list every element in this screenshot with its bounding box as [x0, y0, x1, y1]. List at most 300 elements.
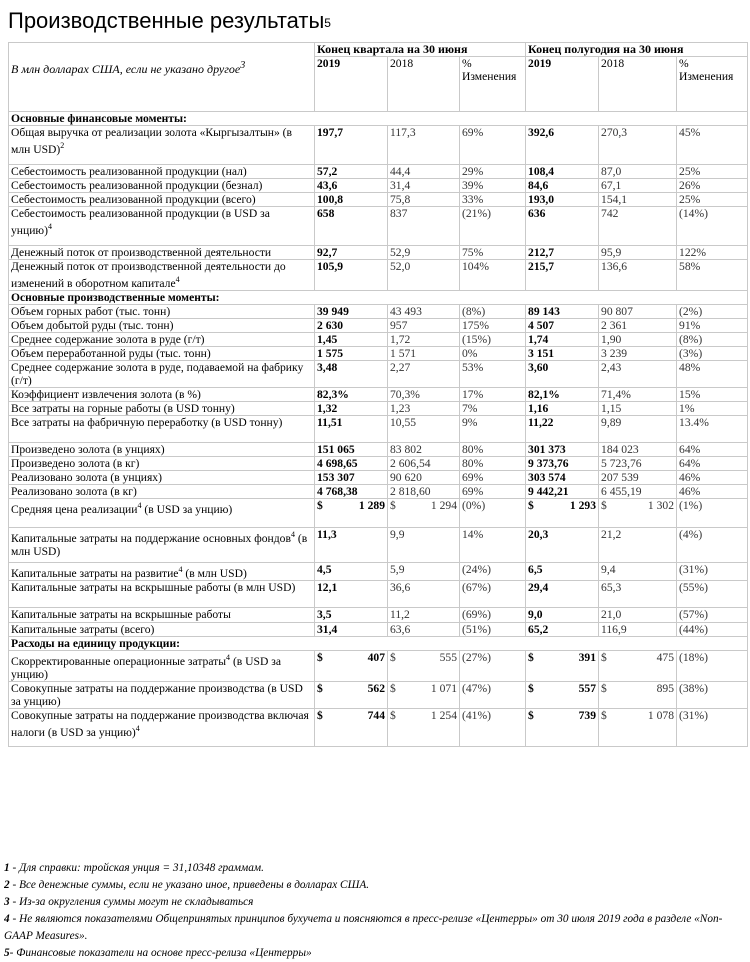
- footnote-ref: 2: [60, 141, 65, 150]
- footnote: [4, 945, 746, 962]
- q-change-value: (47%): [460, 681, 526, 708]
- cell-value: 1 071: [430, 681, 457, 695]
- h-2018-value: 2,43: [599, 360, 677, 387]
- h-change-value: 58%: [677, 260, 748, 291]
- table-row: [9, 387, 748, 401]
- q-change-value: 75%: [460, 246, 526, 260]
- h-change-value: (2%): [677, 304, 748, 318]
- h-2018-value: 65,3: [599, 580, 677, 607]
- h-2019-value: 3,60: [526, 360, 599, 387]
- row-label: [9, 498, 315, 527]
- h-change-value: (18%): [677, 650, 748, 681]
- h-change-value: 25%: [677, 165, 748, 179]
- h-2019-value: 392,6: [526, 126, 599, 165]
- h-change-value: 15%: [677, 387, 748, 401]
- q-change-value: (69%): [460, 607, 526, 622]
- footnote-ref: 4: [178, 564, 183, 574]
- row-label: [9, 207, 315, 246]
- q-2018-value: 52,0: [388, 260, 460, 291]
- q-2018-value: [388, 498, 460, 527]
- currency-sign: $: [601, 708, 607, 722]
- footnote: [4, 911, 746, 945]
- h-change-value: 122%: [677, 246, 748, 260]
- q-2019-value: 31,4: [315, 622, 388, 636]
- q-change-value: (24%): [460, 562, 526, 580]
- q-change-value: 33%: [460, 193, 526, 207]
- q-2019-value: 658: [315, 207, 388, 246]
- units-label: В млн долларах США, если не указано другое$^3$: [9, 43, 315, 112]
- q-change-value: 175%: [460, 318, 526, 332]
- footnote-text: - Все денежные суммы, если не указано иное, приведены в долларах США.: [9, 879, 370, 891]
- table-row: [9, 260, 748, 291]
- footnote-number: 1: [4, 862, 10, 874]
- q-change-value: 104%: [460, 260, 526, 291]
- footnote-ref: 4: [226, 652, 231, 662]
- q-change-value: 80%: [460, 442, 526, 456]
- q-2019-value: 1,32: [315, 401, 388, 415]
- h-2018-value: 21,2: [599, 527, 677, 562]
- h-2018-value: 21,0: [599, 607, 677, 622]
- row-label-text: Все затраты на фабричную переработку (в USD тонну): [11, 415, 283, 429]
- row-label-text: Капитальные затраты на вскрышные работы (в млн USD): [11, 580, 296, 594]
- q-change-value: 69%: [460, 126, 526, 165]
- h-2018-value: 95,9: [599, 246, 677, 260]
- header-row-periods: [9, 43, 748, 57]
- cell-value: 562: [367, 681, 385, 695]
- h-2018-value: 154,1: [599, 193, 677, 207]
- h-2019-value: 1,16: [526, 401, 599, 415]
- footnote-ref: 4: [290, 529, 295, 539]
- row-label-text: Себестоимость реализованной продукции (нал): [11, 165, 247, 178]
- h-change-value: (8%): [677, 332, 748, 346]
- h-2018-value: 3 239: [599, 346, 677, 360]
- q-2019-value: 105,9: [315, 260, 388, 291]
- q-2018-value: 43 493: [388, 304, 460, 318]
- h-2019-value: 3 151: [526, 346, 599, 360]
- h-change-value: 46%: [677, 470, 748, 484]
- h-2018-value: 9,89: [599, 415, 677, 442]
- section-label: Расходы на единицу продукции:: [9, 636, 748, 650]
- h-2018-value: [599, 681, 677, 708]
- row-label-text: Коэффициент извлечения золота (в %): [11, 387, 201, 401]
- half-year-header: Конец полугодия на 30 июня: [526, 43, 748, 57]
- currency-sign: $: [390, 708, 396, 722]
- h-2018-value: 5 723,76: [599, 456, 677, 470]
- currency-sign: $: [390, 498, 396, 512]
- cell-value: 407: [367, 650, 385, 664]
- h-change-value: (44%): [677, 622, 748, 636]
- cell-value: 1 254: [430, 708, 457, 722]
- footnote: [4, 877, 746, 894]
- h-2018-value: 270,3: [599, 126, 677, 165]
- h-2018-value: [599, 650, 677, 681]
- q-2018-value: [388, 650, 460, 681]
- q-2018-value: 83 802: [388, 442, 460, 456]
- h-2019-value: 20,3: [526, 527, 599, 562]
- row-label-text: Денежный поток от производственной деятельности до изменений в оборотном капитале: [11, 260, 286, 290]
- h-change-value: 25%: [677, 193, 748, 207]
- h-2019-value: 82,1%: [526, 387, 599, 401]
- q-2018-value: 837: [388, 207, 460, 246]
- q-2019-value: 197,7: [315, 126, 388, 165]
- quarter-header: Конец квартала на 30 июня: [315, 43, 526, 57]
- section-label: Основные финансовые моменты:: [9, 112, 748, 126]
- q-2018-value: 9,9: [388, 527, 460, 562]
- table-row: [9, 470, 748, 484]
- row-label: [9, 318, 315, 332]
- table-row: [9, 681, 748, 708]
- row-label-text: Совокупные затраты на поддержание производства (в USD за унцию): [11, 681, 303, 708]
- q-change-value: 9%: [460, 415, 526, 442]
- table-row: [9, 332, 748, 346]
- row-label: [9, 360, 315, 387]
- q-2018-value: 11,2: [388, 607, 460, 622]
- currency-sign: $: [390, 650, 396, 664]
- q-2018-value: 2,27: [388, 360, 460, 387]
- row-label: [9, 332, 315, 346]
- q-change-value: 69%: [460, 470, 526, 484]
- q-2019-value: 3,48: [315, 360, 388, 387]
- row-label: [9, 484, 315, 498]
- footnote-text: - Из-за округления суммы могут не складываться: [9, 896, 254, 908]
- table-row: [9, 304, 748, 318]
- q-2019-value: 11,3: [315, 527, 388, 562]
- h-change-value: 64%: [677, 456, 748, 470]
- q-change-value: 80%: [460, 456, 526, 470]
- q-2018-value: 1,72: [388, 332, 460, 346]
- currency-sign: $: [601, 498, 607, 512]
- q-2018-value: 1,23: [388, 401, 460, 415]
- q-2018-value: 70,3%: [388, 387, 460, 401]
- q-2018-value: 5,9: [388, 562, 460, 580]
- q-2019-value: 4 768,38: [315, 484, 388, 498]
- table-row: [9, 527, 748, 562]
- row-label: [9, 650, 315, 681]
- h-2019-value: [526, 681, 599, 708]
- row-label: [9, 580, 315, 607]
- table-row: [9, 650, 748, 681]
- currency-sign: $: [601, 650, 607, 664]
- q-2018-value: 44,4: [388, 165, 460, 179]
- q-2018-value: 2 606,54: [388, 456, 460, 470]
- cell-value: 739: [578, 708, 597, 722]
- row-label-text: Реализовано золота (в кг): [11, 484, 137, 498]
- q-2018-value: 2 818,60: [388, 484, 460, 498]
- cell-value: 1 078: [647, 708, 675, 722]
- q-change-value: (15%): [460, 332, 526, 346]
- table-row: [9, 165, 748, 179]
- row-label-text: Среднее содержание золота в руде, подаваемой на фабрику (г/т): [11, 360, 304, 387]
- h-2018-value: 71,4%: [599, 387, 677, 401]
- h-2019-value: 215,7: [526, 260, 599, 291]
- row-label-text: Денежный поток от производственной деятельности: [11, 246, 272, 259]
- footnote: [4, 894, 746, 911]
- row-label-text: Капитальные затраты на вскрышные работы: [11, 607, 231, 621]
- section-row: [9, 290, 748, 304]
- row-label-text: Капитальные затраты (всего): [11, 622, 155, 636]
- row-label-text: Общая выручка от реализации золота «Кыргызалтын» (в млн USD): [11, 126, 292, 156]
- row-label: [9, 456, 315, 470]
- currency-sign: $: [528, 681, 534, 695]
- cell-value: 475: [656, 650, 675, 664]
- h-change-value: (31%): [677, 708, 748, 746]
- h-change-value: (57%): [677, 607, 748, 622]
- h-2019-value: 6,5: [526, 562, 599, 580]
- row-label: [9, 193, 315, 207]
- table-row: [9, 360, 748, 387]
- row-label-text: Совокупные затраты на поддержание производства включая налоги (в USD за унцию): [11, 708, 309, 739]
- footnote-ref: 4: [135, 723, 140, 733]
- table-row: [9, 246, 748, 260]
- row-label-text: Себестоимость реализованной продукции (всего): [11, 193, 256, 206]
- h-change-value: (31%): [677, 562, 748, 580]
- currency-sign: $: [390, 681, 396, 695]
- h-2018-value: 207 539: [599, 470, 677, 484]
- table-row: [9, 580, 748, 607]
- h-change-value: (3%): [677, 346, 748, 360]
- h-2018-value: 9,4: [599, 562, 677, 580]
- row-label-text: Капитальные затраты на поддержание основных фондов: [11, 531, 291, 545]
- row-label: [9, 681, 315, 708]
- h-2019-value: 89 143: [526, 304, 599, 318]
- q-2019-value: 57,2: [315, 165, 388, 179]
- q-change-value: (51%): [460, 622, 526, 636]
- h-2019-value: 303 574: [526, 470, 599, 484]
- q-change-value: (0%): [460, 498, 526, 527]
- row-label: [9, 304, 315, 318]
- footnote-number: 3: [4, 896, 10, 908]
- q-change-header: % Изменения: [460, 57, 526, 112]
- q-2019-value: 2 630: [315, 318, 388, 332]
- h-2019-value: 4 507: [526, 318, 599, 332]
- q-change-value: (27%): [460, 650, 526, 681]
- h-2019-value: 212,7: [526, 246, 599, 260]
- q-2018-header: 2018: [388, 57, 460, 112]
- row-label-text: Произведено золота (в унциях): [11, 442, 165, 456]
- table-row: [9, 346, 748, 360]
- table-row: [9, 207, 748, 246]
- q-2018-value: 75,8: [388, 193, 460, 207]
- h-2018-value: 116,9: [599, 622, 677, 636]
- q-2019-value: 1 575: [315, 346, 388, 360]
- q-2019-value: 3,5: [315, 607, 388, 622]
- row-label: [9, 470, 315, 484]
- currency-sign: $: [317, 498, 323, 512]
- row-label: [9, 607, 315, 622]
- q-2019-value: 4,5: [315, 562, 388, 580]
- q-2019-value: 153 307: [315, 470, 388, 484]
- h-2019-value: 9 442,21: [526, 484, 599, 498]
- currency-sign: $: [528, 650, 534, 664]
- q-change-value: 17%: [460, 387, 526, 401]
- table-row: [9, 562, 748, 580]
- table-row: [9, 415, 748, 442]
- q-2019-value: 92,7: [315, 246, 388, 260]
- h-2019-value: 1,74: [526, 332, 599, 346]
- footnote-text: - Финансовые показатели на основе пресс-релиза «Центерры»: [9, 947, 312, 959]
- q-2019-value: 4 698,65: [315, 456, 388, 470]
- table-row: [9, 622, 748, 636]
- footnote-number: 4: [4, 913, 10, 925]
- currency-sign: $: [317, 650, 323, 664]
- cell-value: 557: [578, 681, 597, 695]
- q-change-value: 39%: [460, 179, 526, 193]
- q-change-value: 29%: [460, 165, 526, 179]
- h-2019-value: 29,4: [526, 580, 599, 607]
- currency-sign: $: [528, 498, 534, 512]
- production-results-table: [8, 42, 748, 747]
- h-2018-value: 742: [599, 207, 677, 246]
- row-label: [9, 708, 315, 746]
- footnote-number: 5: [4, 947, 10, 959]
- q-2019-value: 100,8: [315, 193, 388, 207]
- q-2018-value: 117,3: [388, 126, 460, 165]
- row-label: [9, 415, 315, 442]
- cell-value: 555: [439, 650, 457, 664]
- footnote-text: - Для справки: тройская унция = 31,10348 граммам.: [9, 862, 264, 874]
- q-2018-value: 52,9: [388, 246, 460, 260]
- h-change-value: 91%: [677, 318, 748, 332]
- q-2018-value: 31,4: [388, 179, 460, 193]
- h-2019-value: 193,0: [526, 193, 599, 207]
- currency-sign: $: [317, 681, 323, 695]
- cell-value: 1 302: [647, 498, 675, 512]
- row-label-text: Капитальные затраты на развитие: [11, 566, 179, 580]
- q-2018-value: 90 620: [388, 470, 460, 484]
- row-label-text: Объем переработанной руды (тыс. тонн): [11, 346, 211, 360]
- table-row: [9, 484, 748, 498]
- row-label: [9, 622, 315, 636]
- row-label: [9, 346, 315, 360]
- cell-value: 391: [578, 650, 597, 664]
- q-2018-value: 10,55: [388, 415, 460, 442]
- h-2018-value: 1,90: [599, 332, 677, 346]
- currency-sign: $: [601, 681, 607, 695]
- row-label-text: Себестоимость реализованной продукции (безнал): [11, 179, 263, 192]
- page-title: Производственные результаты$^5$: [8, 8, 331, 33]
- footnote-ref: 4: [137, 500, 142, 510]
- h-2019-value: 9,0: [526, 607, 599, 622]
- table-row: [9, 401, 748, 415]
- row-label: [9, 260, 315, 291]
- q-2018-value: 957: [388, 318, 460, 332]
- h-change-value: (1%): [677, 498, 748, 527]
- q-2019-value: 12,1: [315, 580, 388, 607]
- row-label-text: Средняя цена реализации: [11, 502, 138, 516]
- h-2018-value: 6 455,19: [599, 484, 677, 498]
- footnotes: [4, 860, 746, 962]
- h-2019-value: [526, 498, 599, 527]
- row-label: [9, 165, 315, 179]
- table-row: [9, 498, 748, 527]
- h-2019-value: 65,2: [526, 622, 599, 636]
- row-label: [9, 387, 315, 401]
- q-change-value: 0%: [460, 346, 526, 360]
- q-2019-value: 151 065: [315, 442, 388, 456]
- h-change-value: (4%): [677, 527, 748, 562]
- h-2019-value: 108,4: [526, 165, 599, 179]
- h-change-value: (38%): [677, 681, 748, 708]
- q-2019-value: [315, 708, 388, 746]
- h-2018-value: [599, 498, 677, 527]
- footnote: [4, 860, 746, 877]
- row-label-text: Скорректированные операционные затраты: [11, 654, 227, 668]
- h-2019-value: [526, 708, 599, 746]
- h-2018-value: 67,1: [599, 179, 677, 193]
- h-2018-value: 2 361: [599, 318, 677, 332]
- q-change-value: 53%: [460, 360, 526, 387]
- footnote-number: 2: [4, 879, 10, 891]
- cell-value: 1 294: [430, 498, 457, 512]
- row-label-text: Объем горных работ (тыс. тонн): [11, 304, 171, 318]
- cell-value: 744: [367, 708, 385, 722]
- h-2019-value: 9 373,76: [526, 456, 599, 470]
- q-2018-value: 63,6: [388, 622, 460, 636]
- q-2018-value: 36,6: [388, 580, 460, 607]
- table-row: [9, 318, 748, 332]
- h-2019-value: 11,22: [526, 415, 599, 442]
- q-change-value: 14%: [460, 527, 526, 562]
- row-label: [9, 126, 315, 165]
- footnote-text: - Не являются показателями Общепринятых принципов бухучета и поясняются в пресс-релизе «Центерры» от 30 июля 2019 года в разделе «Non-GAAP Measures».: [4, 913, 723, 942]
- h-2019-header: 2019: [526, 57, 599, 112]
- table-row: [9, 456, 748, 470]
- h-change-header: % Изменения: [677, 57, 748, 112]
- q-2019-value: 1,45: [315, 332, 388, 346]
- h-2018-value: 136,6: [599, 260, 677, 291]
- h-2018-value: [599, 708, 677, 746]
- q-2018-value: 1 571: [388, 346, 460, 360]
- section-row: [9, 636, 748, 650]
- h-2018-value: 1,15: [599, 401, 677, 415]
- row-label-text: Объем добытой руды (тыс. тонн): [11, 318, 174, 332]
- q-2018-value: [388, 708, 460, 746]
- section-row: [9, 112, 748, 126]
- h-change-value: 64%: [677, 442, 748, 456]
- footnote-ref: 4: [47, 222, 52, 231]
- q-change-value: (67%): [460, 580, 526, 607]
- q-2019-value: [315, 681, 388, 708]
- row-label: [9, 527, 315, 562]
- row-label-text: Реализовано золота (в унциях): [11, 470, 162, 484]
- q-change-value: (41%): [460, 708, 526, 746]
- row-label: [9, 401, 315, 415]
- q-2019-value: 82,3%: [315, 387, 388, 401]
- row-label-suffix: (в млн USD): [182, 566, 247, 580]
- row-label: [9, 179, 315, 193]
- h-change-value: (55%): [677, 580, 748, 607]
- cell-value: 1 289: [358, 498, 385, 512]
- footnote-ref: 4: [175, 275, 180, 284]
- h-2018-header: 2018: [599, 57, 677, 112]
- table-row: [9, 193, 748, 207]
- h-change-value: 26%: [677, 179, 748, 193]
- q-change-value: (8%): [460, 304, 526, 318]
- h-2018-value: 87,0: [599, 165, 677, 179]
- row-label-suffix: (в USD за унцию): [11, 654, 281, 681]
- q-2019-value: 11,51: [315, 415, 388, 442]
- row-label-text: Произведено золота (в кг): [11, 456, 140, 470]
- table-row: [9, 607, 748, 622]
- h-2018-value: 90 807: [599, 304, 677, 318]
- h-change-value: 45%: [677, 126, 748, 165]
- row-label-text: Себестоимость реализованной продукции (в USD за унцию): [11, 207, 270, 237]
- q-2019-header: 2019: [315, 57, 388, 112]
- row-label-suffix: (в USD за унцию): [141, 502, 233, 516]
- row-label-suffix: (в млн USD): [11, 531, 308, 558]
- row-label-text: Все затраты на горные работы (в USD тонну): [11, 401, 235, 415]
- q-2018-value: [388, 681, 460, 708]
